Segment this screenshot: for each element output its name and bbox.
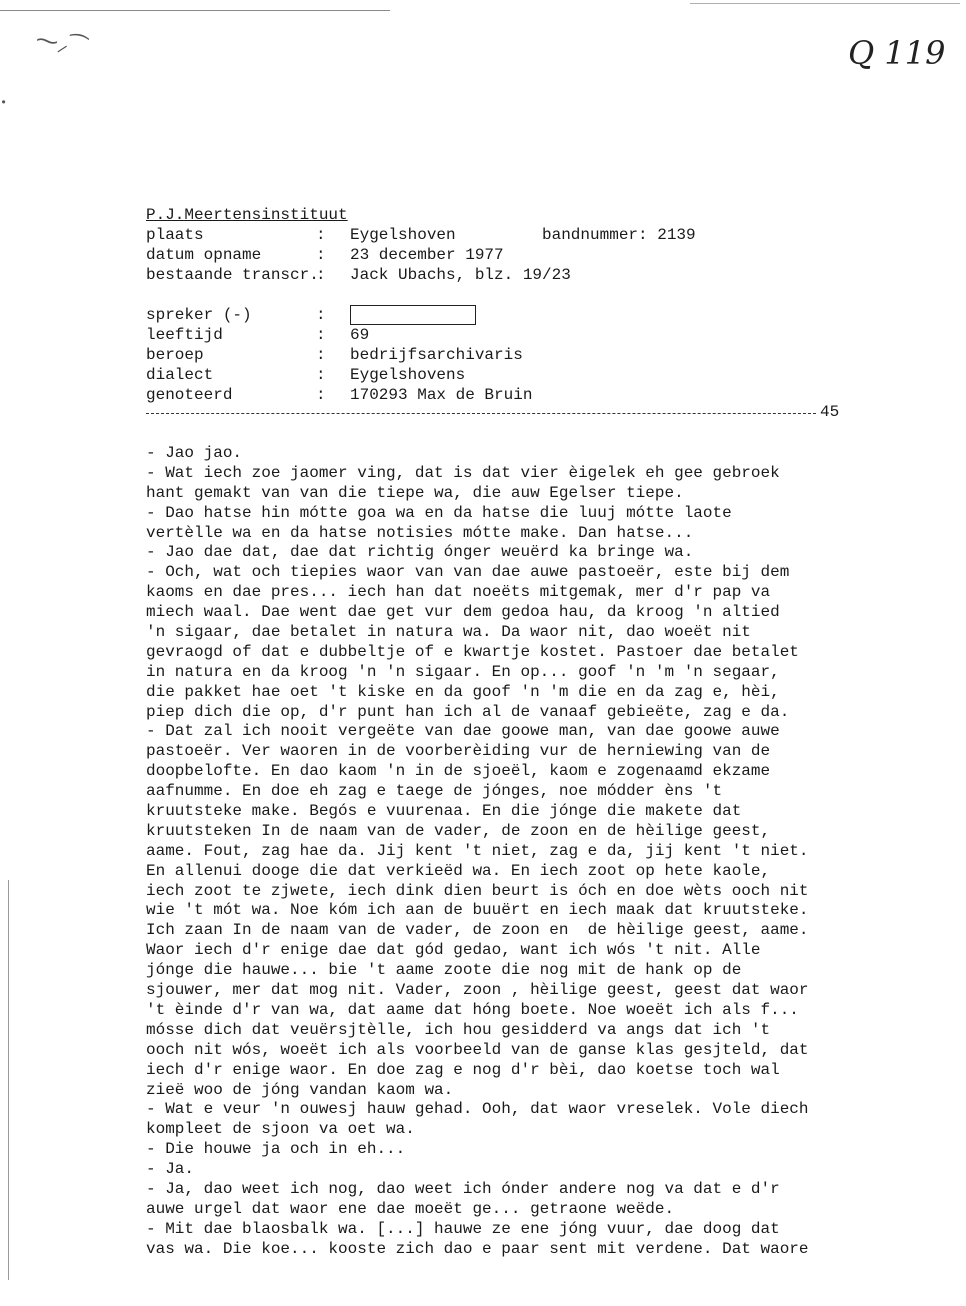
metadata-header <box>146 205 846 405</box>
transcript-line: mósse dich dat veuërsjtèlle, ich hou gesidderd va angs dat ich 't <box>146 1020 771 1039</box>
transcript-line: Ich zaan In de naam van de vader, de zoon en de hèilige geest, aame. <box>146 921 809 940</box>
top-edge-line <box>0 10 390 11</box>
meta-colon: : <box>316 266 326 284</box>
bandnummer: bandnummer: 2139 <box>542 226 696 244</box>
transcript-line: in natura en da kroog 'n 'n sigaar. En op... goof 'n 'm 'n segaar, <box>146 662 780 681</box>
transcript-line: kaoms en dae pres... iech han dat noeëts mitgemak, mer d'r pap va <box>146 583 771 602</box>
meta-label: bestaande transcr. <box>146 266 319 284</box>
meta-colon: : <box>316 246 326 264</box>
meta-row-beroep <box>146 345 846 365</box>
transcript-line: aafnumme. En doe eh zag e taege de jónges, noe módder èns 't <box>146 782 723 801</box>
transcript-line: kruutsteke make. Begós e vuurenaa. En die jónge die makete dat <box>146 802 742 821</box>
transcript-line: - Mit dae blaosbalk wa. [...] hauwe ze ene jóng vuur, dae doog dat <box>146 1219 780 1238</box>
transcript-line: En allenui dooge die dat verkieëd wa. En iech zoot op hete kaole, <box>146 861 771 880</box>
meta-label: datum opname <box>146 246 262 264</box>
transcript-line: hant gemakt van van die tiepe wa, die auw Egelser tiepe. <box>146 483 684 502</box>
meta-colon: : <box>316 366 326 384</box>
meta-value: bedrijfsarchivaris <box>350 346 523 364</box>
meta-label: genoteerd <box>146 386 233 404</box>
transcript-line: ooch nit wós, woeët ich als voorbeeld van de ganse klas gesjteld, dat <box>146 1040 809 1059</box>
meta-colon: : <box>316 326 326 344</box>
transcript-line: kruutsteken In de naam van de vader, de zoon en de hèilige geest, <box>146 821 771 840</box>
meta-value: Jack Ubachs, blz. 19/23 <box>350 266 571 284</box>
transcript-line: - Jao jao. <box>146 444 243 462</box>
margin-line <box>8 880 9 1280</box>
redacted-name-box <box>350 305 476 325</box>
transcript-line: iech d'r enige waor. En doe zag e nog d'r bèi, dao koetse toch wal <box>146 1060 780 1079</box>
meta-row-leeftijd <box>146 325 846 345</box>
transcript-line: doopbelofte. En dao kaom 'n in de sjoeël, kaom e zogenaamd ekzame <box>146 762 771 781</box>
meta-label: beroep <box>146 346 204 364</box>
transcript-line: aame. Fout, zag hae da. Jij kent 't niet, zag e da, jij kent 't niet. <box>146 841 809 860</box>
transcript-line: die pakket hae oet 't kiske en da goof 'n 'm die en da zag e, hèi, <box>146 682 780 701</box>
meta-colon: : <box>316 226 326 244</box>
transcript-line: - Ja. <box>146 1160 195 1179</box>
meta-label: spreker (-) <box>146 306 252 324</box>
transcript-body <box>146 444 866 1260</box>
meta-label: plaats <box>146 226 204 244</box>
transcript-line: kompleet de sjoon va oet wa. <box>146 1120 415 1139</box>
transcript-line: - Jao dae dat, dae dat richtig ónger weuërd ka bringe wa. <box>146 543 694 562</box>
transcript-line: 't èinde d'r van wa, dat aame dat hóng boete. Noe woeët ich als f... <box>146 1000 799 1019</box>
transcript-line: - Ja, dao weet ich nog, dao weet ich ónder andere nog va dat e d'r <box>146 1179 780 1198</box>
transcript-line: gevraogd of dat e dubbeltje of e kwartje kostet. Pastoer dae betalet <box>146 642 799 661</box>
meta-row-transcr <box>146 265 846 285</box>
transcript-line: auwe urgel dat waor ene dae moeët ge... getraone weëde. <box>146 1199 675 1218</box>
transcript-line: miech waal. Dae went dae get vur dem gedoa hau, da kroog 'n altied <box>146 603 780 622</box>
meta-value: 170293 Max de Bruin <box>350 386 533 404</box>
transcript-line: - Dat zal ich nooit vergeëte van dae goowe man, van dae goowe auwe <box>146 722 780 741</box>
transcript-line: Waor iech d'r enige dae dat gód gedao, want ich wós 't nit. Alle <box>146 941 761 960</box>
transcript-line: vertèlle wa en da hatse notisies mótte make. Dan hatse... <box>146 523 694 542</box>
transcript-line: vas wa. Die koe... kooste zich dao e paar sent mit verdene. Dat waore <box>146 1239 809 1258</box>
transcript-line: pastoeër. Ver waoren in de voorberèiding vur de herniewing van de <box>146 742 771 761</box>
meta-colon: : <box>316 386 326 404</box>
transcript-line: zieë woo de jóng vandan kaom wa. <box>146 1080 454 1099</box>
institute-title: P.J.Meertensinstituut <box>146 206 348 224</box>
meta-label: leeftijd <box>146 326 223 344</box>
meta-value: Eygelshovens <box>350 366 466 384</box>
transcript-line: - Wat iech zoe jaomer ving, dat is dat vier èigelek eh gee gebroek <box>146 463 780 482</box>
transcript-line: - Die houwe ja och in eh... <box>146 1140 406 1159</box>
meta-row-genoteerd <box>146 385 846 405</box>
meta-value: 23 december 1977 <box>350 246 504 264</box>
meta-row-dialect <box>146 365 846 385</box>
meta-row-plaats <box>146 225 846 245</box>
separator-number: 45 <box>820 403 840 421</box>
dashed-separator <box>146 413 816 414</box>
transcript-line: iech zoot te zjwete, iech dink dien beurt is óch en doe wèts ooch nit <box>146 881 809 900</box>
transcript-line: - Wat e veur 'n ouwesj hauw gehad. Ooh, dat waor vreselek. Vole diech <box>146 1100 809 1119</box>
meta-colon: : <box>316 346 326 364</box>
transcript-line: jónge die hauwe... bie 't aame zoote die nog mit de hank op de <box>146 961 742 980</box>
transcript-line: sjouwer, mer dat mog nit. Vader, zoon , hèilige geest, geest dat waor <box>146 981 809 1000</box>
meta-value: 69 <box>350 326 370 344</box>
transcript-line: piep dich die op, d'r punt han ich al de vanaaf gebieëte, zag e da. <box>146 702 790 721</box>
top-edge-line-right <box>690 3 960 4</box>
transcript-line: wie 't mót wa. Noe kóm ich aan de buuërt en iech maak dat kruutsteke. <box>146 901 809 920</box>
transcript-line: - Dao hatse hin mótte goa wa en da hatse die luuj mótte laote <box>146 503 732 522</box>
margin-mark: • <box>0 96 8 110</box>
page-number: Q 119 <box>848 34 946 72</box>
meta-value: Eygelshoven <box>350 226 456 244</box>
meta-label: dialect <box>146 366 214 384</box>
pen-scribble: ⁓⸝⁀ <box>33 27 89 63</box>
meta-row-datum <box>146 245 846 265</box>
meta-row-spreker <box>146 305 846 325</box>
transcript-line: 'n sigaar, dae betalet in natura wa. Da waor nit, dao woeët nit <box>146 623 751 642</box>
meta-colon: : <box>316 306 326 324</box>
transcript-line: - Och, wat och tiepies waor van van dae auwe pastoeër, este bij dem <box>146 563 790 582</box>
